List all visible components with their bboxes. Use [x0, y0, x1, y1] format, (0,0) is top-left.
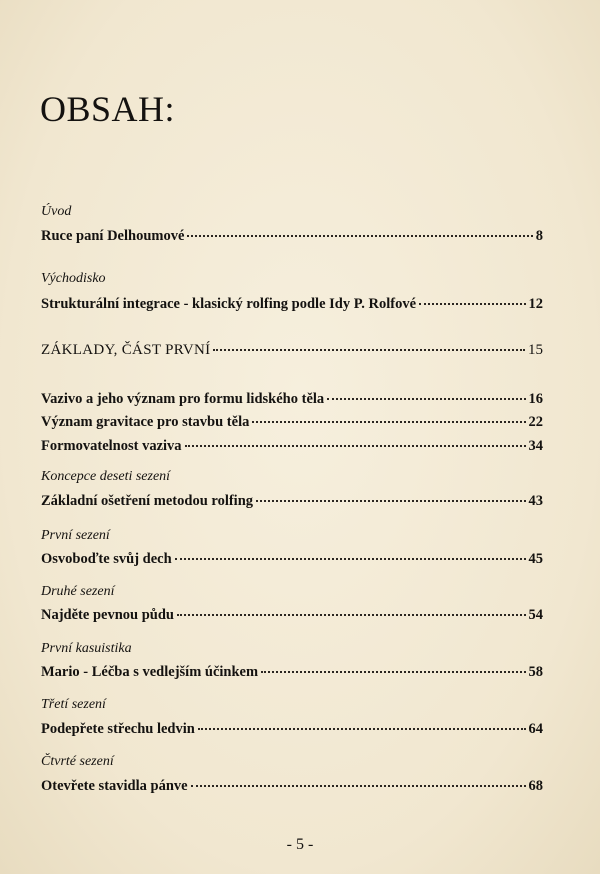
toc-entry-label: Osvoboďte svůj dech — [41, 551, 172, 567]
toc-entry-label: Podepřete střechu ledvin — [41, 721, 195, 737]
section-label-kasuistika: První kasuistika — [41, 641, 132, 656]
toc-entry-label: Základní ošetření metodou rolfing — [41, 493, 254, 509]
section-label-treti: Třetí sezení — [41, 697, 106, 712]
dot-leader — [177, 613, 526, 616]
section-label-uvod: Úvod — [41, 204, 72, 219]
dot-leader — [213, 348, 525, 351]
dot-leader — [191, 784, 526, 787]
toc-entry-page: 58 — [528, 664, 543, 680]
toc-entry-dech — [41, 551, 543, 573]
section-label-vychodisko: Východisko — [41, 271, 106, 286]
toc-entry-page: 68 — [528, 778, 543, 794]
toc-entry-page: 64 — [528, 721, 543, 737]
toc-entry-label: Ruce paní Delhoumové — [41, 228, 185, 244]
toc-entry-zaklady — [41, 342, 543, 364]
toc-entry-mario — [41, 664, 543, 686]
toc-entry-label: Význam gravitace pro stavbu těla — [41, 414, 250, 430]
toc-entry-label: Strukturální integrace - klasický rolfing podle Idy P. Rolfové — [41, 296, 417, 312]
section-label-druhe: Druhé sezení — [41, 584, 115, 599]
toc-entry-page: 54 — [528, 607, 543, 623]
toc-entry-page: 34 — [528, 438, 543, 454]
toc-entry-page: 22 — [528, 414, 543, 430]
page-number: - 5 - — [286, 836, 314, 853]
toc-entry-gravitace — [41, 414, 543, 436]
dot-leader — [419, 302, 525, 305]
section-label-koncepce: Koncepce deseti sezení — [41, 469, 171, 484]
section-label-prvni: První sezení — [41, 528, 110, 543]
toc-entry-label: Najděte pevnou půdu — [41, 607, 174, 623]
toc-entry-panve — [41, 778, 543, 800]
toc-entry-strukturalni — [41, 296, 543, 318]
dot-leader — [252, 420, 525, 423]
dot-leader — [327, 397, 525, 400]
dot-leader — [175, 557, 526, 560]
toc-entry-puda — [41, 607, 543, 629]
toc-entry-label: Formovatelnost vaziva — [41, 438, 182, 454]
dot-leader — [261, 670, 525, 673]
toc-entry-label: Otevřete stavidla pánve — [41, 778, 188, 794]
toc-entry-page: 15 — [528, 342, 543, 358]
toc-entry-page: 45 — [528, 551, 543, 567]
toc-entry-page: 43 — [528, 493, 543, 509]
toc-entry-label: Mario - Léčba s vedlejším účinkem — [41, 664, 259, 680]
toc-entry-zakladni — [41, 493, 543, 515]
toc-entry-ledvin — [41, 721, 543, 743]
dot-leader — [185, 444, 526, 447]
dot-leader — [187, 234, 532, 237]
toc-entry-ruce — [41, 228, 543, 250]
toc-entry-formovatelnost — [41, 438, 543, 460]
dot-leader — [256, 499, 525, 502]
section-label-ctvrte: Čtvrté sezení — [41, 754, 114, 769]
toc-entry-label: Vazivo a jeho význam pro formu lidského těla — [41, 391, 325, 407]
dot-leader — [198, 727, 526, 730]
toc-entry-page: 16 — [528, 391, 543, 407]
toc-entry-label: ZÁKLADY, ČÁST PRVNÍ — [41, 342, 211, 358]
page-title: OBSAH: — [40, 89, 176, 129]
toc-entry-page: 8 — [535, 228, 543, 244]
toc-entry-vazivo — [41, 391, 543, 413]
toc-entry-page: 12 — [528, 296, 543, 312]
